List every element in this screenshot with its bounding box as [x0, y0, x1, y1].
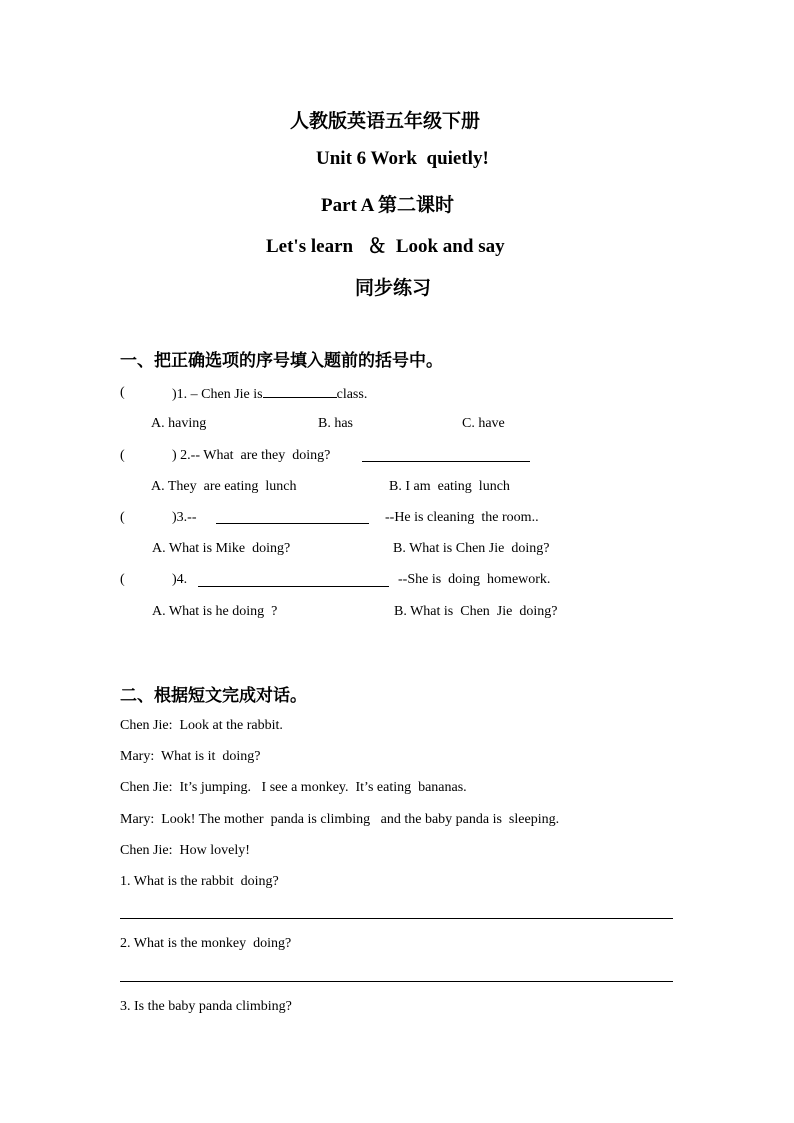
- q2-bracket: (: [120, 448, 125, 463]
- q2-option-a[interactable]: A. They are eating lunch: [151, 479, 297, 494]
- q1-blank[interactable]: [263, 385, 337, 398]
- q4-answer: --She is doing homework.: [398, 572, 551, 587]
- lesson-title: Let's learn ＆ Look and say: [266, 236, 505, 257]
- q2-option-b[interactable]: B. I am eating lunch: [389, 479, 510, 494]
- q3-stem: )3.--: [172, 510, 197, 525]
- reading-question-3: 3. Is the baby panda climbing?: [120, 999, 292, 1014]
- q1-bracket: (: [120, 385, 125, 400]
- section1-heading: 一、把正确选项的序号填入题前的括号中。: [120, 351, 443, 370]
- q4-option-b[interactable]: B. What is Chen Jie doing?: [394, 604, 558, 619]
- q1-stem: )1. – Chen Jie is class.: [172, 387, 368, 402]
- exercise-title: 同步练习: [355, 278, 432, 299]
- q3-option-b[interactable]: B. What is Chen Jie doing?: [393, 541, 550, 556]
- answer-line-2[interactable]: [120, 981, 673, 982]
- q3-bracket: (: [120, 510, 125, 525]
- book-title: 人教版英语五年级下册: [290, 111, 481, 132]
- q4-bracket: (: [120, 572, 125, 587]
- q3-option-a[interactable]: A. What is Mike doing?: [152, 541, 291, 556]
- q1-option-a[interactable]: A. having: [151, 416, 207, 431]
- dialogue-line-4: Mary: Look! The mother panda is climbing and the baby panda is sleeping.: [120, 812, 560, 827]
- part-title: Part A 第二课时: [321, 195, 454, 216]
- dialogue-line-5: Chen Jie: How lovely!: [120, 843, 250, 858]
- dialogue-line-1: Chen Jie: Look at the rabbit.: [120, 718, 283, 733]
- q4-blank[interactable]: [198, 586, 389, 587]
- q2-stem: ) 2.-- What are they doing?: [172, 448, 331, 463]
- q2-blank[interactable]: [362, 461, 530, 462]
- q3-blank[interactable]: [216, 523, 369, 524]
- q3-answer: --He is cleaning the room..: [385, 510, 539, 525]
- q4-stem: )4.: [172, 572, 188, 587]
- dialogue-line-2: Mary: What is it doing?: [120, 749, 261, 764]
- unit-title: Unit 6 Work quietly!: [316, 148, 489, 169]
- section2-heading: 二、根据短文完成对话。: [120, 686, 307, 705]
- q1-option-c[interactable]: C. have: [462, 416, 505, 431]
- dialogue-line-3: Chen Jie: It’s jumping. I see a monkey. It’s eating bananas.: [120, 780, 467, 795]
- reading-question-2: 2. What is the monkey doing?: [120, 936, 292, 951]
- answer-line-1[interactable]: [120, 918, 673, 919]
- reading-question-1: 1. What is the rabbit doing?: [120, 874, 279, 889]
- q1-option-b[interactable]: B. has: [318, 416, 353, 431]
- q4-option-a[interactable]: A. What is he doing ?: [152, 604, 278, 619]
